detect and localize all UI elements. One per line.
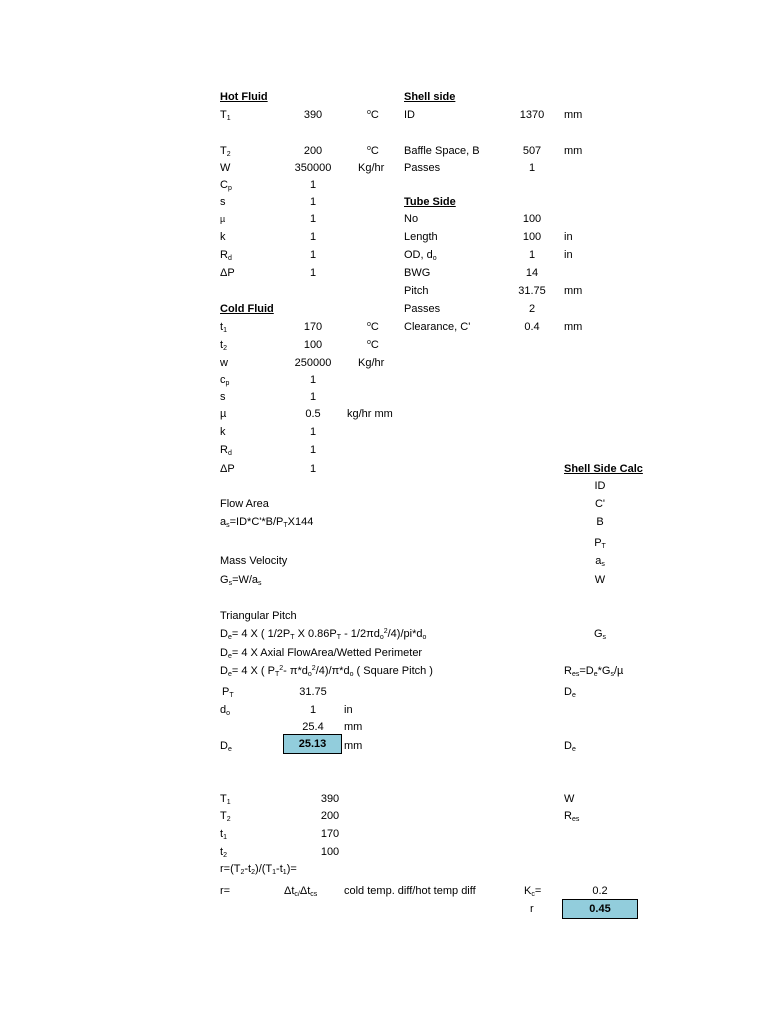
- de-unit: mm: [344, 740, 363, 752]
- calc-pt-label: $P_T$: [594, 537, 606, 550]
- hot-dP-value[interactable]: 1: [309, 267, 317, 279]
- shell-ID-value[interactable]: 1370: [519, 109, 545, 121]
- hot-s-value[interactable]: 1: [309, 196, 317, 208]
- tube-pitch-unit: mm: [564, 285, 583, 297]
- temp-T2-value[interactable]: 200: [320, 810, 340, 822]
- temp-t1-label: $t_1$: [220, 828, 227, 841]
- shell-baffle-label: Baffle Space, B: [404, 145, 480, 157]
- hot-mu-value[interactable]: 1: [309, 213, 317, 225]
- temp-t1-value[interactable]: 170: [320, 828, 340, 840]
- r-result-cell[interactable]: 0.45: [562, 899, 638, 919]
- shell-ID-unit: mm: [564, 109, 583, 121]
- hot-k-value[interactable]: 1: [309, 231, 317, 243]
- shell-baffle-value[interactable]: 507: [522, 145, 542, 157]
- hot-W-unit: Kg/hr: [358, 162, 385, 174]
- cold-mu-label: µ: [220, 408, 227, 420]
- tube-clearance-value[interactable]: 0.4: [524, 321, 540, 333]
- do-mm-unit: mm: [344, 721, 363, 733]
- hot-T1-label: $T_1$: [220, 109, 231, 122]
- shell-side-calc-heading: Shell Side Calc: [564, 463, 643, 475]
- cold-t1-value[interactable]: 170: [303, 321, 323, 333]
- tube-bwg-value[interactable]: 14: [525, 267, 539, 279]
- calc-res-formula: $R_{es}=D_e*G_s/\mu$: [564, 665, 624, 678]
- tube-od-label: OD, $d_o$: [404, 249, 437, 262]
- calc-de1-label: $D_e$: [564, 686, 576, 699]
- de-equation-triangular: $D_e= 4$ X ( $1/2P_T$ X $0.86P_T - 1/2\pi d_o^2/4)/pi*d_o$: [220, 628, 427, 641]
- shell-side-heading: Shell side: [404, 91, 456, 103]
- cold-t2-value[interactable]: 100: [303, 339, 323, 351]
- temp-t2-value[interactable]: 100: [320, 846, 340, 858]
- calc-as-label: $a_s$: [595, 555, 605, 568]
- cold-k-value[interactable]: 1: [309, 426, 317, 438]
- dt-ratio: $\Delta t_{c/}\Delta t_{cs}$: [284, 885, 318, 898]
- temp-T2-label: $T_2$: [220, 810, 231, 823]
- temp-T1-label: $T_1$: [220, 793, 231, 806]
- calc-id-label: ID: [594, 480, 606, 492]
- calc-gs-label: $G_s$: [593, 628, 607, 641]
- pt-label: $P_T$: [222, 686, 234, 699]
- hot-dP-label: ΔP: [220, 267, 235, 279]
- cold-s-value[interactable]: 1: [309, 391, 317, 403]
- hot-T2-value[interactable]: 200: [303, 145, 323, 157]
- hot-T1-unit: $^o$C: [367, 109, 379, 121]
- de-result-cell[interactable]: 25.13: [283, 734, 342, 754]
- tube-od-unit: in: [564, 249, 573, 261]
- cold-mu-value[interactable]: 0.5: [305, 408, 321, 420]
- tube-length-label: Length: [404, 231, 438, 243]
- hot-T1-value[interactable]: 390: [303, 109, 323, 121]
- kc-label: $K_c=$: [524, 885, 542, 898]
- hot-W-value[interactable]: 350000: [294, 162, 332, 174]
- calc-b-label: B: [596, 516, 604, 528]
- cold-t2-label: $t_2$: [220, 339, 227, 352]
- cold-fluid-heading: Cold Fluid: [220, 303, 274, 315]
- cold-t1-label: $t_1$: [220, 321, 227, 334]
- r-label: r=: [220, 885, 231, 897]
- triangular-pitch-label: Triangular Pitch: [220, 610, 297, 622]
- hot-T2-label: $T_2$: [220, 145, 231, 158]
- cold-dP-label: ΔP: [220, 463, 235, 475]
- cold-w-value[interactable]: 250000: [294, 357, 332, 369]
- cold-Rd-value[interactable]: 1: [309, 444, 317, 456]
- hot-Cp-value[interactable]: 1: [309, 179, 317, 191]
- do-mm-value[interactable]: 25.4: [302, 721, 324, 733]
- calc-w2-label: W: [564, 793, 575, 805]
- hot-s-label: s: [220, 196, 226, 208]
- cold-t2-unit: $^o$C: [367, 339, 379, 351]
- shell-baffle-unit: mm: [564, 145, 583, 157]
- tube-clearance-label: Clearance, C': [404, 321, 471, 333]
- cold-cp-label: $c_p$: [220, 374, 230, 387]
- hot-Rd-label: $R_d$: [220, 249, 232, 262]
- temp-T1-value[interactable]: 390: [320, 793, 340, 805]
- hot-Rd-value[interactable]: 1: [309, 249, 317, 261]
- do-value[interactable]: 1: [309, 704, 317, 716]
- tube-side-heading: Tube Side: [404, 196, 456, 208]
- tube-length-value[interactable]: 100: [522, 231, 542, 243]
- calc-c-label: C': [594, 498, 606, 510]
- dt-note: cold temp. diff/hot temp diff: [344, 885, 476, 897]
- hot-Cp-label: $C_p$: [220, 179, 232, 192]
- tube-no-label: No: [404, 213, 419, 225]
- cold-s-label: s: [220, 391, 226, 403]
- cold-w-label: w: [220, 357, 228, 369]
- flow-area-label: Flow Area: [220, 498, 269, 510]
- cold-w-unit: Kg/hr: [358, 357, 385, 369]
- hot-T2-unit: $^o$C: [367, 145, 379, 157]
- tube-passes-value[interactable]: 2: [528, 303, 536, 315]
- tube-length-unit: in: [564, 231, 573, 243]
- cold-k-label: k: [220, 426, 226, 438]
- de-equation-square: $D_e= 4$ X ( $P_T^2-$ $\pi*d_o^2/4)/\pi*d_o$ ( Square Pitch ): [220, 665, 433, 678]
- temp-t2-label: $t_2$: [220, 846, 227, 859]
- r-formula: $r=(T_2-t_2)/(T_1-t_1)=$: [220, 863, 297, 876]
- hot-fluid-heading: Hot Fluid: [220, 91, 268, 103]
- tube-pitch-value[interactable]: 31.75: [518, 285, 546, 297]
- cold-mu-unit: kg/hr mm: [347, 408, 393, 420]
- do-label: $d_o$: [220, 704, 231, 717]
- cold-Rd-label: $R_d$: [220, 444, 232, 457]
- cold-cp-value[interactable]: 1: [309, 374, 317, 386]
- hot-k-label: k: [220, 231, 226, 243]
- calc-res2-label: $R_{es}$: [564, 810, 580, 823]
- hot-mu-label: µ: [220, 214, 226, 224]
- tube-pitch-label: Pitch: [404, 285, 429, 297]
- hot-W-label: W: [220, 162, 231, 174]
- tube-clearance-unit: mm: [564, 321, 583, 333]
- shell-passes-label: Passes: [404, 162, 441, 174]
- gs-formula: $G_s=W/a_s$: [220, 574, 262, 587]
- cold-t1-unit: $^o$C: [367, 321, 379, 333]
- tube-bwg-label: BWG: [404, 267, 431, 279]
- as-formula: $a_s=ID*C'*B/P_TX144$: [220, 516, 314, 529]
- tube-passes-label: Passes: [404, 303, 441, 315]
- mass-velocity-label: Mass Velocity: [220, 555, 288, 567]
- pt-value[interactable]: 31.75: [299, 686, 327, 698]
- shell-ID-label: ID: [404, 109, 415, 121]
- r2-label: r: [530, 903, 534, 915]
- shell-passes-value[interactable]: 1: [528, 162, 536, 174]
- kc-value[interactable]: 0.2: [592, 885, 608, 897]
- calc-de2-label: $D_e$: [564, 740, 576, 753]
- tube-od-value[interactable]: 1: [528, 249, 536, 261]
- de-label: $D_e$: [220, 740, 232, 753]
- do-unit: in: [344, 704, 353, 716]
- de-equation-axial: $D_e= 4$ X Axial FlowArea/Wetted Perimeter: [220, 647, 423, 660]
- cold-dP-value[interactable]: 1: [309, 463, 317, 475]
- tube-no-value[interactable]: 100: [522, 213, 542, 225]
- calc-w-label: W: [594, 574, 606, 586]
